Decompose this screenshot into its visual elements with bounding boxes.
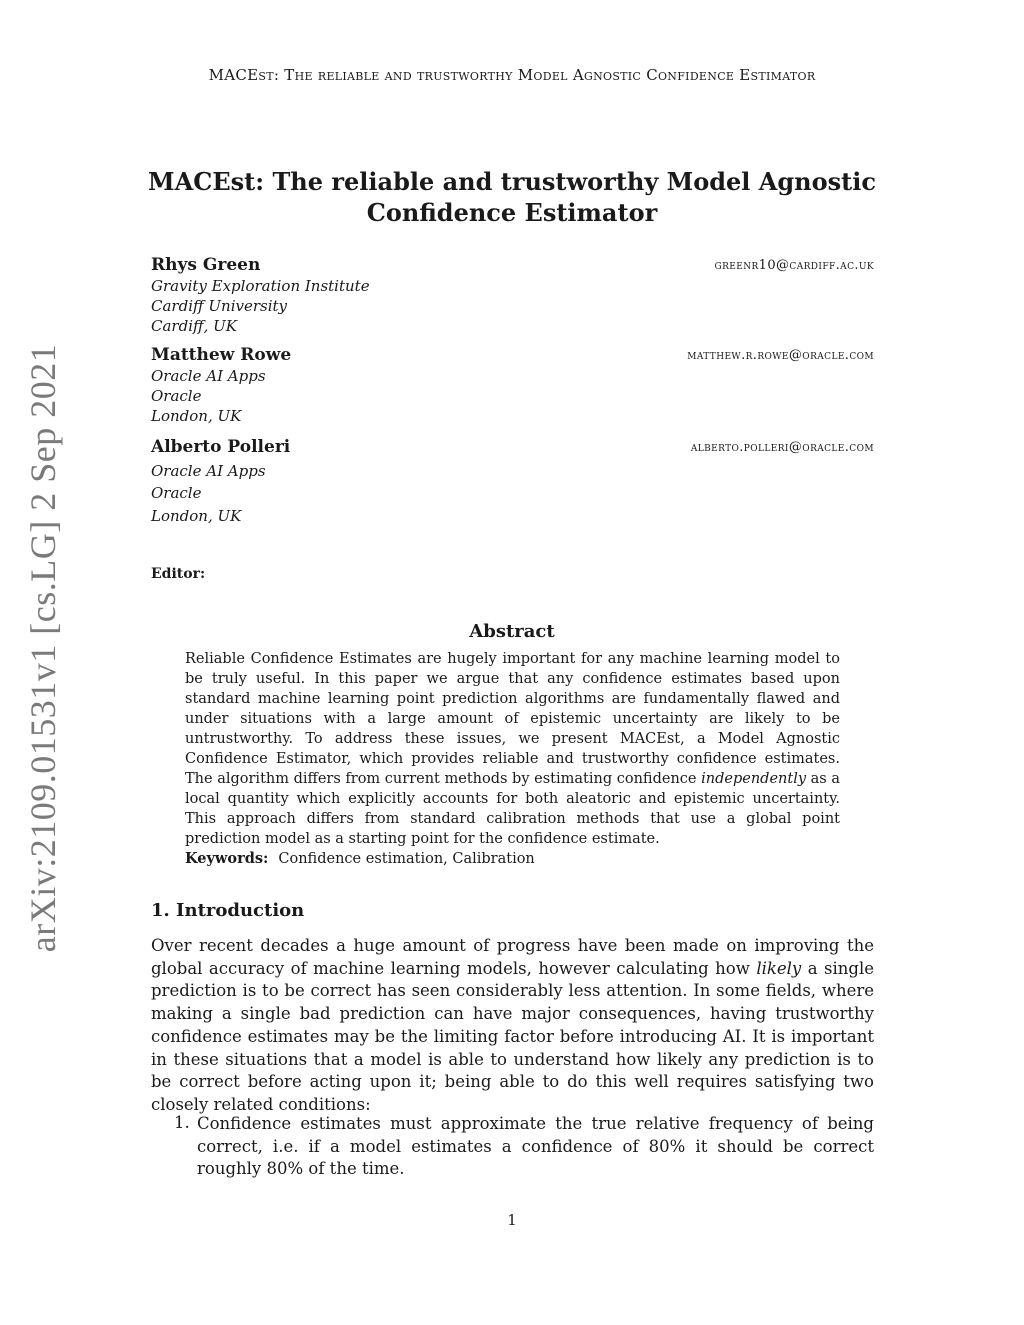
keywords-value: Confidence estimation, Calibration [278, 851, 535, 867]
keywords-label: Keywords: [185, 850, 269, 867]
author-affiliation-line: Oracle [151, 484, 202, 502]
paper-title [140, 166, 884, 228]
author-name: Alberto Polleri [151, 437, 291, 457]
abstract-text: as a local quantity which explicitly accounts for both aleatoric and epistemic uncertainty. This approach differs from standard calibration methods that use a global point prediction model as a starting point for the confidence estimate. [185, 771, 841, 847]
running-head: MACEst: The reliable and trustworthy Model Agnostic Confidence Estimator [208, 66, 816, 84]
arxiv-stamp: arXiv:2109.01531v1 [cs.LG] 2 Sep 2021 [23, 343, 63, 953]
author-affiliation-line: Cardiff University [151, 297, 288, 315]
abstract-text: Reliable Confidence Estimates are hugely important for any machine learning model to be truly useful. In this paper we argue that any confidence estimates based upon standard machine learning point prediction algorithms are fundamentally flawed and under situations with a large amount of epistemic uncertainty are likely to be untrustworthy. To address these issues, we present MACEst, a Model Agnostic Confidence Estimator, which provides reliable and trustworthy confidence estimates. The algorithm differs from current methods by estimating confidence [185, 651, 840, 787]
abstract-heading: Abstract [469, 621, 555, 642]
abstract-emphasis: independently [701, 771, 807, 787]
intro-emphasis: likely [756, 958, 802, 978]
author-name: Matthew Rowe [151, 345, 292, 365]
list-item: Confidence estimates must approximate the true relative frequency of being correct, i.e. if a model estimates a confidence of 80% it should be correct roughly 80% of the time. [197, 1114, 874, 1179]
author-affiliation-line: London, UK [151, 407, 242, 425]
title-line-2: Confidence Estimator [366, 198, 658, 227]
abstract-body [185, 649, 840, 849]
author-affiliation-line: Oracle AI Apps [151, 367, 266, 385]
introduction-paragraph [151, 935, 874, 1117]
author-name: Rhys Green [151, 255, 261, 275]
editor-label: Editor: [151, 566, 206, 582]
author-affiliation-line: Oracle [151, 387, 202, 405]
author-affiliation-line: Cardiff, UK [151, 317, 238, 335]
list-item-number: 1. [174, 1113, 190, 1132]
author-email: greenr10@cardiff.ac.uk [714, 258, 874, 273]
author-email: matthew.r.rowe@oracle.com [687, 348, 874, 363]
keywords [185, 850, 840, 867]
author-email: alberto.polleri@oracle.com [690, 440, 874, 455]
section-heading: 1. Introduction [151, 900, 305, 921]
author-affiliation-line: Oracle AI Apps [151, 462, 266, 480]
author-affiliation-line: London, UK [151, 507, 242, 525]
intro-text: a single prediction is to be correct has seen considerably less attention. In some fields, where making a single bad prediction can have major consequences, having trustworthy confidence estimates may be the limiting factor before introducing AI. It is important in these situations that a model is able to understand how likely any prediction is to be correct before acting upon it; being able to do this well requires satisfying two closely related conditions: [151, 958, 875, 1114]
intro-text: Over recent decades a huge amount of progress have been made on improving the global accuracy of machine learning models, however calculating how [151, 936, 874, 978]
author-affiliation-line: Gravity Exploration Institute [151, 277, 370, 295]
title-line-1: MACEst: The reliable and trustworthy Model Agnostic [148, 167, 876, 196]
page-number: 1 [507, 1211, 517, 1229]
